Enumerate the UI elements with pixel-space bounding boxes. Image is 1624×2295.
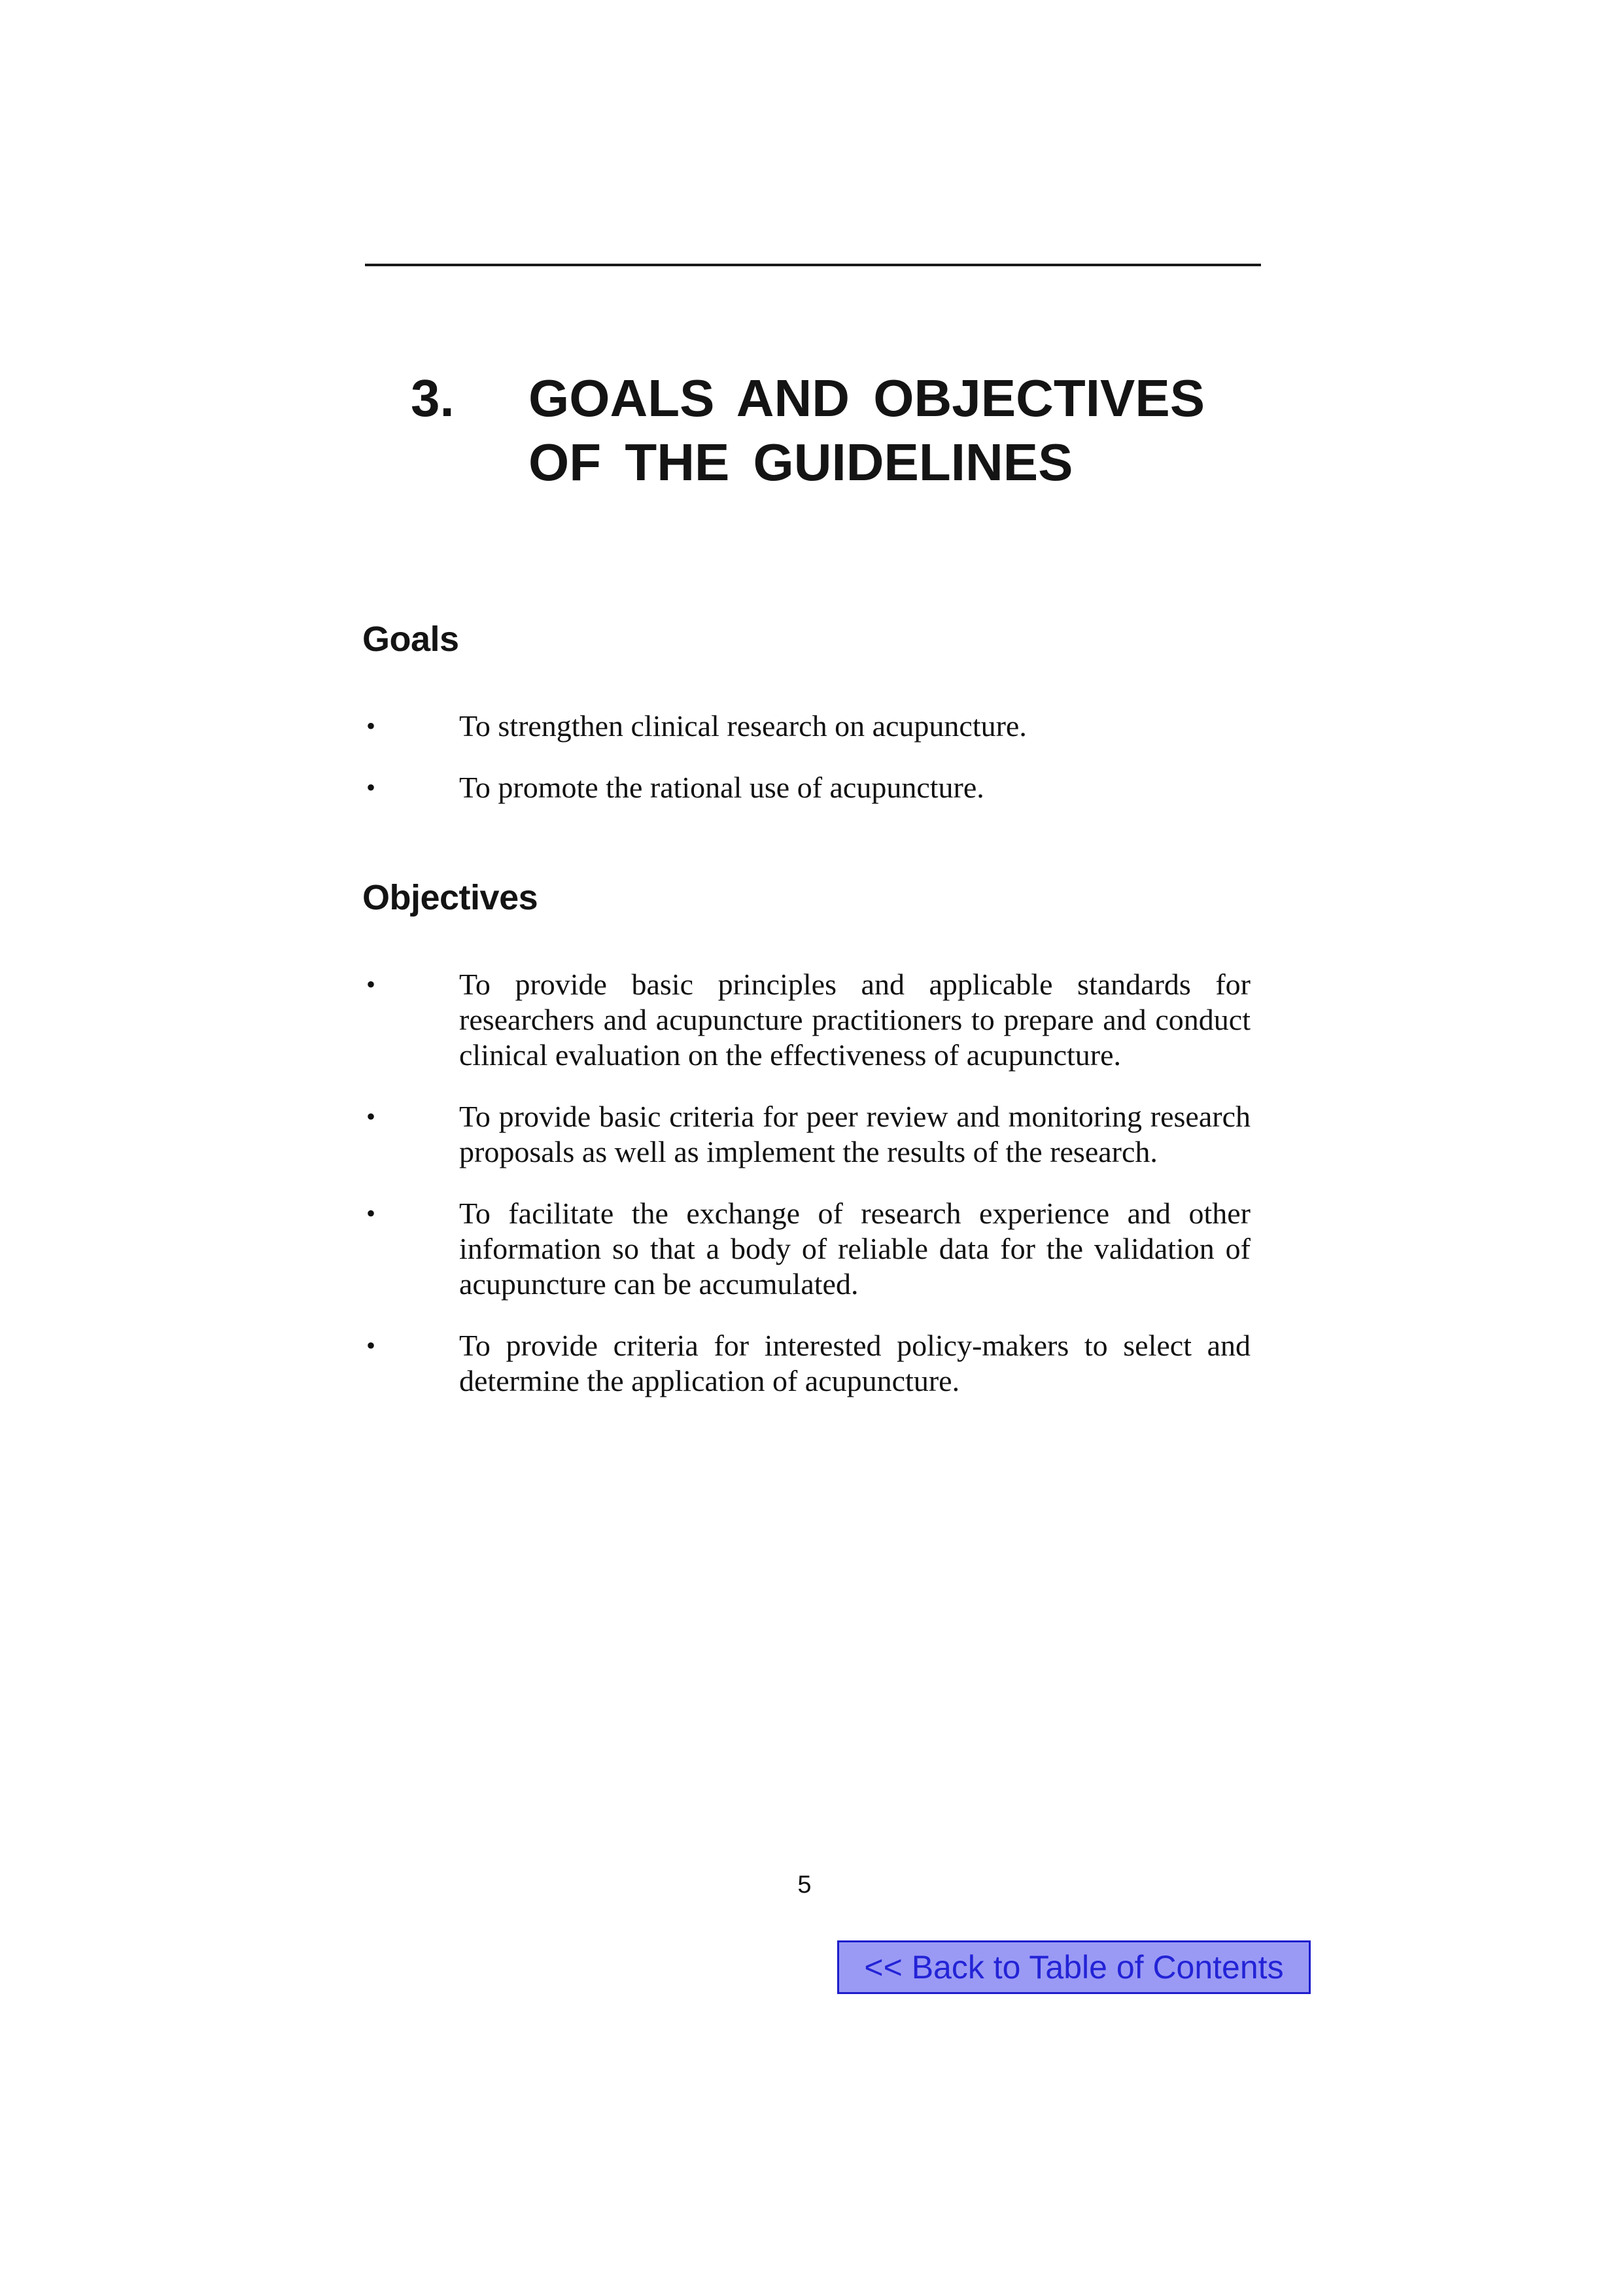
list-item [353, 967, 1251, 1073]
bullet-icon: • [366, 1102, 376, 1131]
page-number: 5 [797, 1871, 812, 1899]
bullet-icon: • [366, 970, 376, 999]
chapter-title-line-1: GOALS AND OBJECTIVES [528, 369, 1205, 427]
goals-list [353, 709, 1269, 832]
bullet-icon: • [366, 1331, 376, 1360]
back-to-table-of-contents-link[interactable]: << Back to Table of Contents [837, 1940, 1311, 1994]
list-item [353, 770, 1251, 805]
list-item [353, 1328, 1251, 1399]
list-item [353, 709, 1251, 744]
objectives-list [353, 967, 1269, 1425]
objective-text: To provide basic principles and applicable standards for researchers and acupuncture practitioners to prepare and conduct clinical evaluation on the effectiveness of acupuncture. [459, 968, 1251, 1072]
objective-text: To provide basic criteria for peer review and monitoring research proposals as well as implement the results of the research. [459, 1100, 1251, 1168]
objective-text: To facilitate the exchange of research experience and other information so that a body of reliable data for the validation of acupuncture can be accumulated. [459, 1197, 1251, 1301]
bullet-icon: • [366, 711, 376, 741]
objectives-heading: Objectives [362, 878, 538, 917]
bullet-icon: • [366, 773, 376, 802]
objective-text: To provide criteria for interested policy-makers to select and determine the application of acupuncture. [459, 1329, 1251, 1397]
goals-heading: Goals [362, 620, 459, 659]
header-rule [365, 264, 1261, 266]
chapter-number: 3. [411, 369, 455, 427]
chapter-title-line-2: OF THE GUIDELINES [528, 433, 1073, 491]
goal-text: To promote the rational use of acupuncture. [459, 771, 984, 804]
bullet-icon: • [366, 1199, 376, 1228]
list-item [353, 1196, 1251, 1302]
goal-text: To strengthen clinical research on acupuncture. [459, 709, 1027, 743]
list-item [353, 1099, 1251, 1170]
